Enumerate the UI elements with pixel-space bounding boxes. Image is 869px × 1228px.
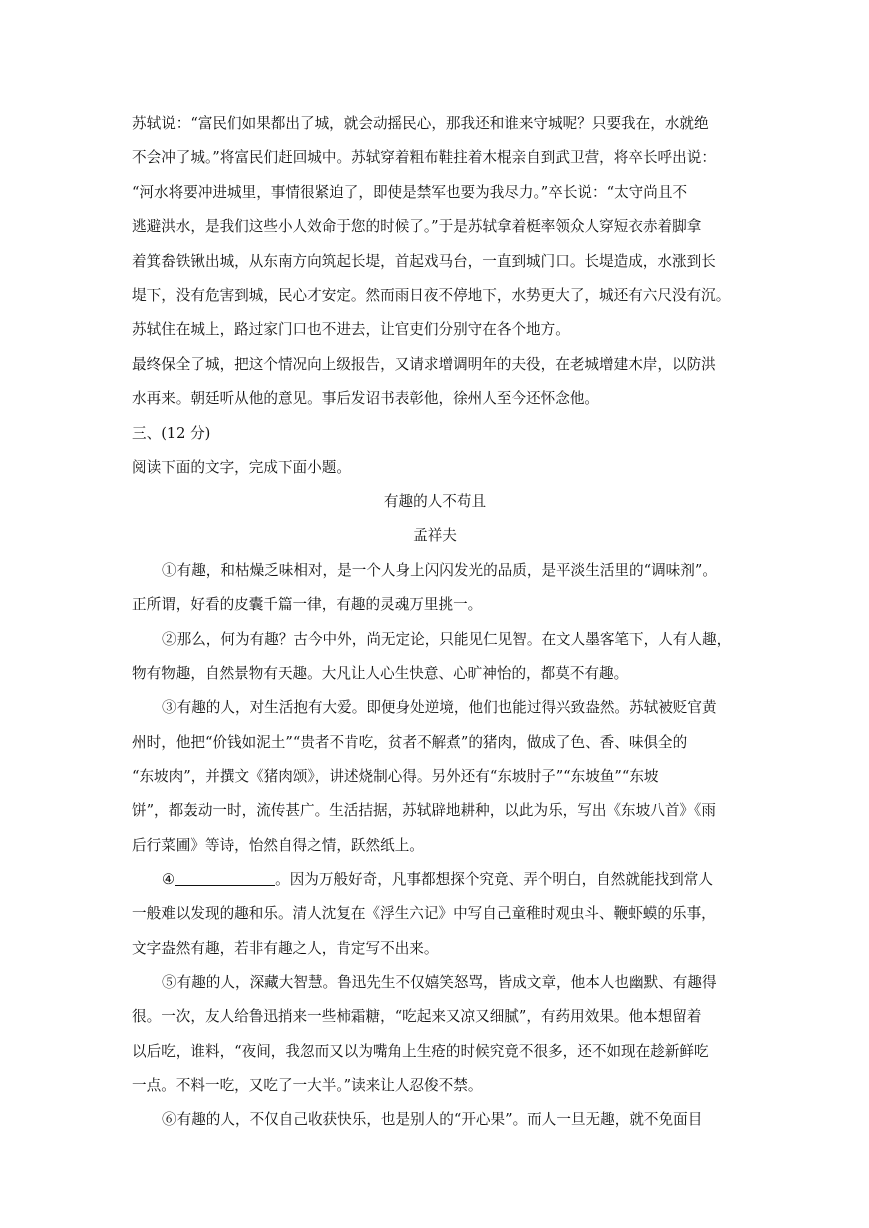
paragraph-4 [162, 870, 738, 890]
paragraph-4-line: 文字盎然有趣，若非有趣之人，肯定写不出来。 [132, 940, 439, 957]
paragraph-3-line: “东坡肉”，并撰文《猪肉颂》，讲述烧制心得。另外还有“东坡肘子”“东坡鱼”“东坡 [132, 768, 659, 785]
translation-line: 苏轼住在城上，路过家门口也不进去，让官吏们分别守在各个地方。 [132, 321, 570, 338]
paragraph-2-line: 物有物趣，自然景物有天趣。大凡让人心生快意、心旷神怡的，都莫不有趣。 [132, 665, 629, 682]
translation-line: “河水将要冲进城里，事情很紧迫了，即使是禁军也要为我尽力。”卒长说：“太守尚且不 [132, 184, 688, 201]
paragraph-3-line: 饼”，都轰动一时，流传甚广。生活拮据，苏轼辟地耕种，以此为乐，写出《东坡八首》《雨 [132, 802, 716, 819]
fill-in-blank[interactable] [175, 871, 275, 886]
paragraph-2-line: ②那么，何为有趣？古今中外，尚无定论，只能见仁见智。在文人墨客笔下，人有人趣， [162, 631, 732, 648]
translation-line: 着箕畚铁锹出城，从东南方向筑起长堤，首起戏马台，一直到城门口。长堤造成，水涨到长 [132, 253, 716, 270]
paragraph-5-line: ⑤有趣的人，深藏大智慧。鲁迅先生不仅嬉笑怒骂，皆成文章，他本人也幽默、有趣得 [162, 974, 717, 991]
p4-number: ④ [162, 871, 176, 888]
translation-line: 苏轼说：“富民们如果都出了城，就会动摇民心，那我还和谁来守城呢？只要我在，水就绝 [132, 115, 709, 132]
paragraph-3-line: ③有趣的人，对生活抱有大爱。即便身处逆境，他们也能过得兴致盎然。苏轼被贬官黄 [162, 699, 717, 716]
paragraph-5-line: 以后吃，谁料，“夜间，我忽而又以为嘴角上生疮的时候究竟不很多，还不如现在趁新鲜吃 [132, 1043, 709, 1060]
paragraph-4-line: 一般难以发现的趣和乐。清人沈复在《浮生六记》中写自己童稚时观虫斗、鞭虾蟆的乐事， [132, 905, 716, 922]
translation-line: 不会冲了城。”将富民们赶回城中。苏轼穿着粗布鞋拄着木棍亲自到武卫营，将卒长呼出说： [132, 149, 716, 166]
p1-text: ①有趣，和枯燥乏味相对，是一个人身上闪闪发光的品质，是平淡生活里的“ [162, 562, 652, 579]
p4-text: 。因为万般好奇，凡事都想探个究竟、弄个明白，自然就能找到常人 [275, 871, 713, 888]
emphasized-word: 调味剂 [651, 562, 695, 579]
paragraph-6-line: ⑥有趣的人，不仅自己收获快乐，也是别人的“开心果”。而人一旦无趣，就不免面目 [162, 1111, 703, 1128]
paragraph-1-line: 正所谓，好看的皮囊千篇一律，有趣的灵魂万里挑一。 [132, 596, 483, 613]
translation-line: 最终保全了城，把这个情况向上级报告，又请求增调明年的夫役，在老城增建木岸，以防洪 [132, 356, 716, 373]
paragraph-5-line: 一点。不料一吃，又吃了一大半。”读来让人忍俊不禁。 [132, 1077, 483, 1094]
p1-text-end: ”。 [694, 562, 717, 579]
translation-line: 逃避洪水，是我们这些小人效命于您的时候了。”于是苏轼拿着梃率领众人穿短衣赤着脚拿 [132, 218, 702, 235]
paragraph-1 [162, 561, 738, 581]
translation-line: 水再来。朝廷听从他的意见。事后发诏书表彰他，徐州人至今还怀念他。 [132, 390, 600, 407]
section-heading: 三、(12 分) [132, 425, 211, 442]
paragraph-5-line: 很。一次，友人给鲁迅捎来一些柿霜糖，“吃起来又凉又细腻”，有药用效果。他本想留着 [132, 1008, 702, 1025]
essay-author: 孟祥夫 [413, 527, 457, 544]
translation-line: 堤下，没有危害到城，民心才安定。然而雨日夜不停地下，水势更大了，城还有六尺没有沉。 [132, 287, 731, 304]
paragraph-3-line: 州时，他把“价钱如泥土”“贵者不肯吃，贫者不解煮”的猪肉，做成了色、香、味俱全的 [132, 734, 688, 751]
paragraph-3-line: 后行菜圃》等诗，怡然自得之情，跃然纸上。 [132, 837, 424, 854]
section-instruction: 阅读下面的文字，完成下面小题。 [132, 459, 351, 476]
essay-title: 有趣的人不苟且 [383, 493, 487, 510]
